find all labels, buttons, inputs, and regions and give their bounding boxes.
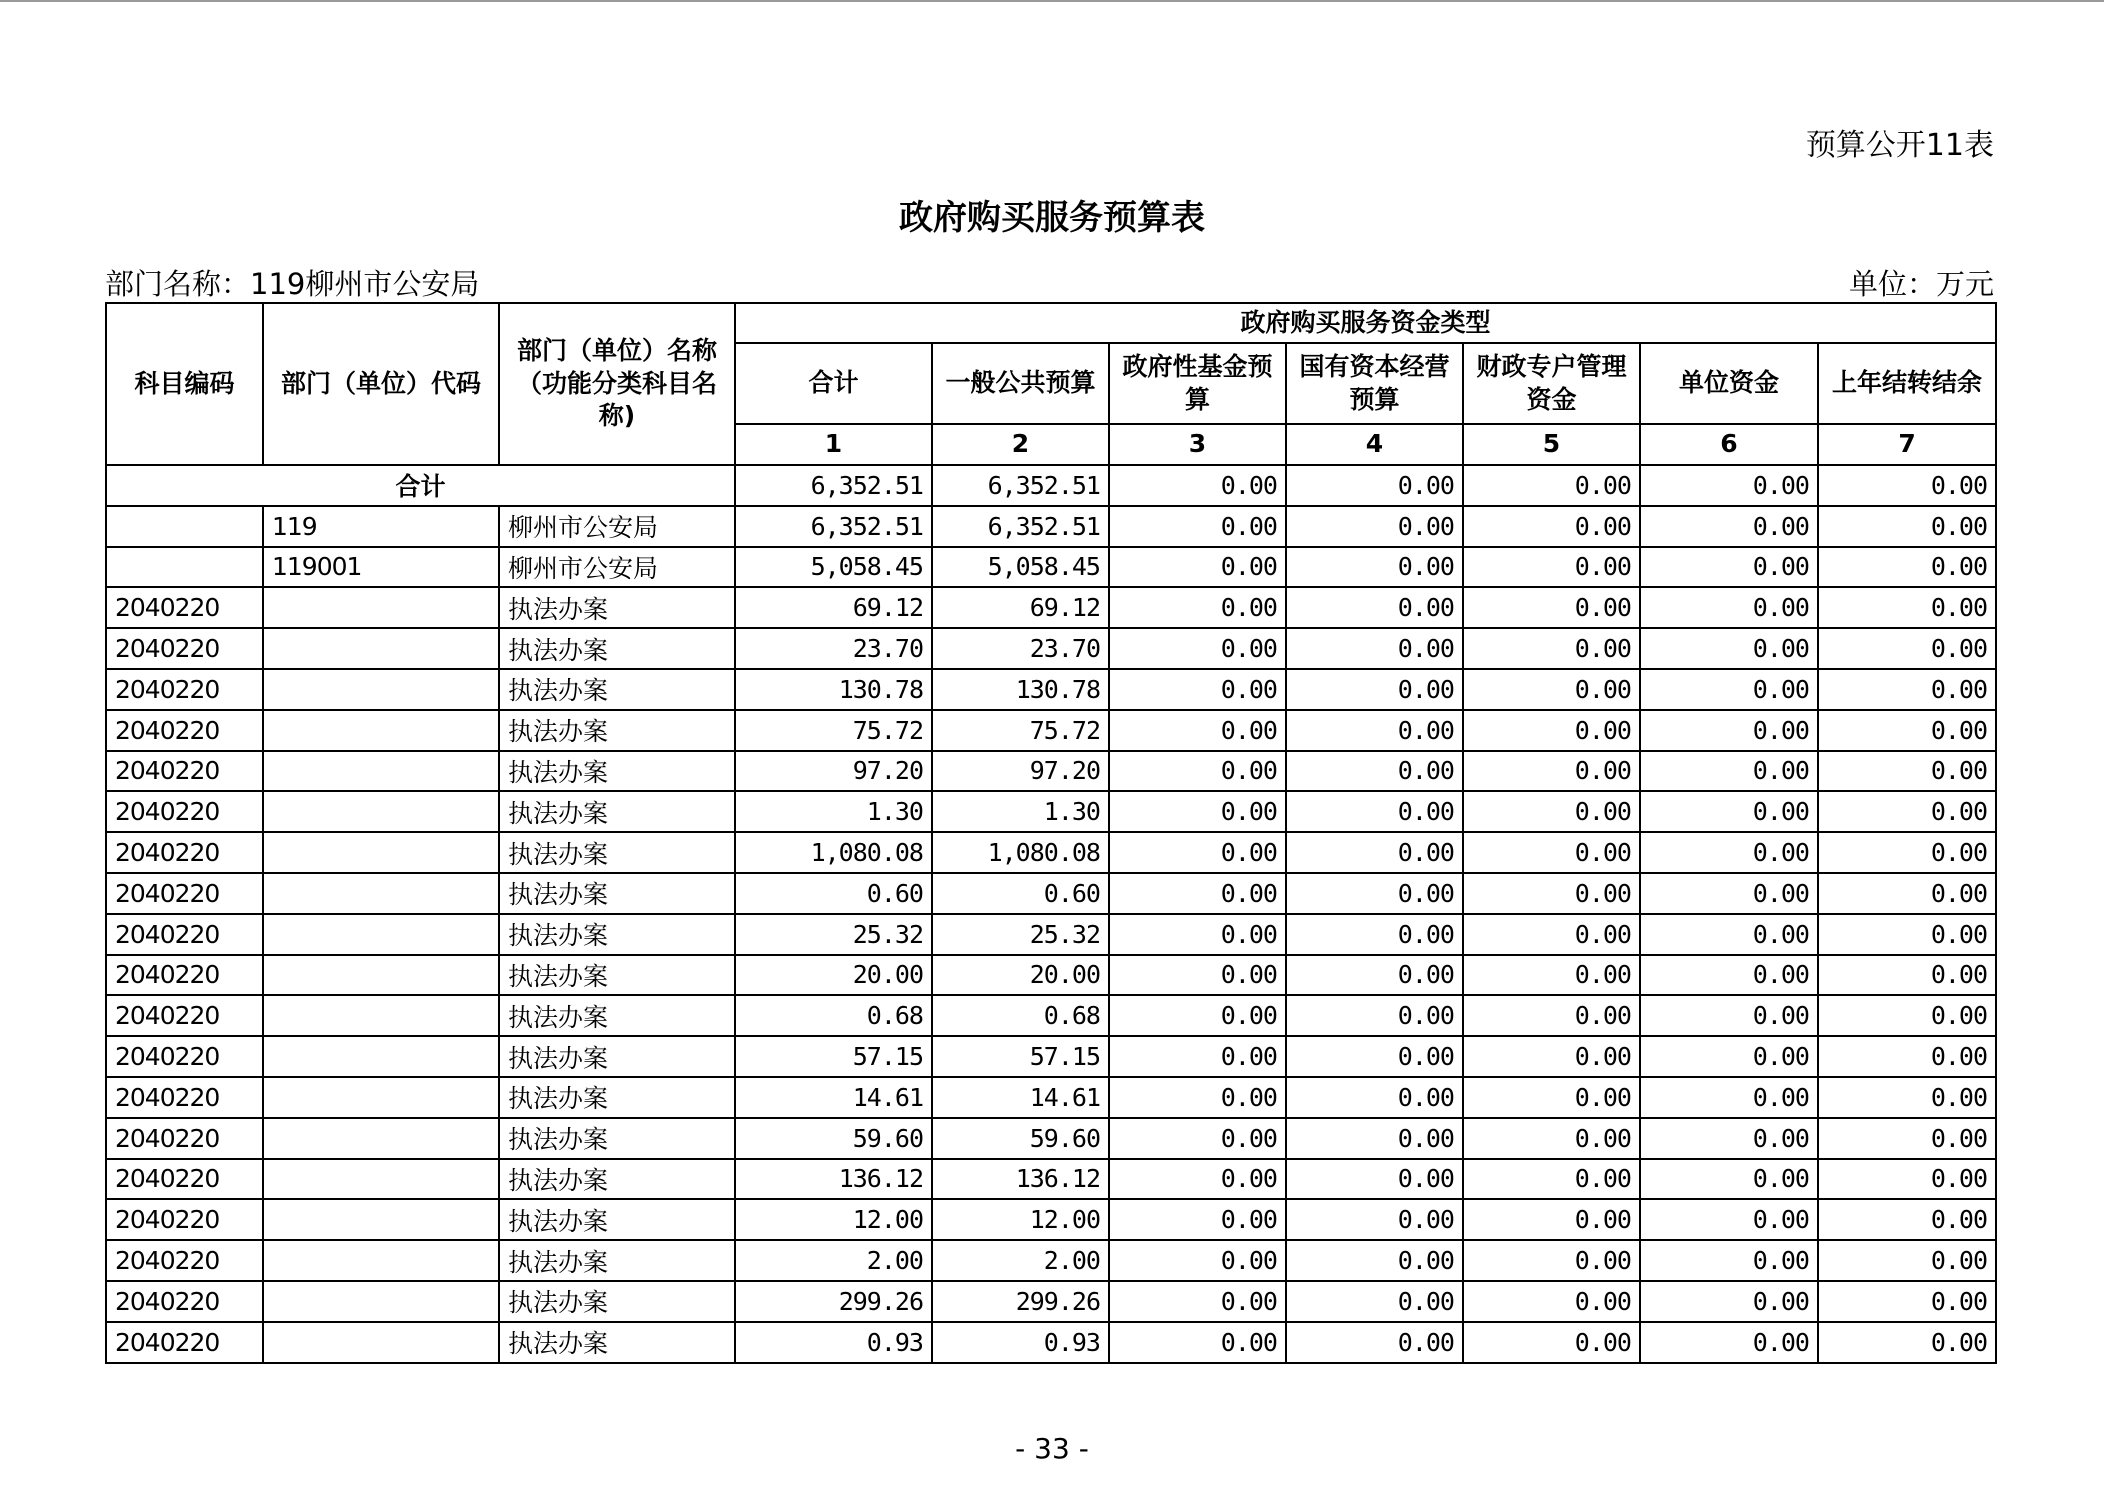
- total-value: 0.00: [1286, 465, 1463, 506]
- fund-value-cell: 25.32: [932, 914, 1109, 955]
- fund-value-cell: 0.00: [1109, 587, 1286, 628]
- fund-value-cell: 0.00: [1286, 1077, 1463, 1118]
- fund-value-cell: 0.00: [1818, 1199, 1996, 1240]
- fund-value-cell: 0.00: [1640, 547, 1818, 588]
- dept-code-cell: [263, 914, 499, 955]
- department-name-label: 部门名称：119柳州市公安局: [105, 267, 480, 301]
- fund-value-cell: 0.00: [1109, 832, 1286, 873]
- fund-value-cell: 0.00: [1286, 1159, 1463, 1200]
- subject-code-cell: 2040220: [106, 1281, 263, 1322]
- fund-value-cell: 0.00: [1640, 1077, 1818, 1118]
- subject-code-cell: 2040220: [106, 587, 263, 628]
- dept-code-cell: [263, 669, 499, 710]
- table-row: [106, 1199, 1996, 1240]
- page-number: - 33 -: [1015, 1432, 1089, 1465]
- table-row: [106, 669, 1996, 710]
- dept-name-cell: 执法办案: [499, 1199, 735, 1240]
- fund-value-cell: 0.00: [1640, 751, 1818, 792]
- dept-name-cell: 执法办案: [499, 1240, 735, 1281]
- table-row: [106, 1036, 1996, 1077]
- fund-value-cell: 0.00: [1463, 791, 1640, 832]
- fund-value-cell: 1.30: [932, 791, 1109, 832]
- fund-value-cell: 0.00: [1640, 628, 1818, 669]
- fund-value-cell: 0.00: [1463, 587, 1640, 628]
- fund-value-cell: 0.00: [1109, 995, 1286, 1036]
- table-row: [106, 1118, 1996, 1159]
- fund-value-cell: 57.15: [735, 1036, 932, 1077]
- subject-code-cell: 2040220: [106, 995, 263, 1036]
- fund-value-cell: 0.00: [1286, 1240, 1463, 1281]
- table-row: [106, 547, 1996, 588]
- fund-value-cell: 75.72: [932, 710, 1109, 751]
- fund-value-cell: 0.60: [932, 873, 1109, 914]
- fund-value-cell: 0.00: [1286, 955, 1463, 996]
- table-id-label: 预算公开11表: [1805, 128, 1994, 163]
- header-fund-col: 一般公共预算: [932, 343, 1109, 424]
- fund-value-cell: 0.00: [1463, 506, 1640, 547]
- fund-value-cell: 0.00: [1818, 832, 1996, 873]
- fund-value-cell: 0.00: [1463, 1036, 1640, 1077]
- fund-value-cell: 0.00: [1818, 1240, 1996, 1281]
- fund-value-cell: 0.00: [1818, 1322, 1996, 1363]
- dept-code-cell: [263, 1118, 499, 1159]
- subject-code-cell: 2040220: [106, 791, 263, 832]
- subject-code-cell: 2040220: [106, 1199, 263, 1240]
- header-fund-col: 财政专户管理资金: [1463, 343, 1640, 424]
- fund-value-cell: 0.00: [1640, 1240, 1818, 1281]
- fund-value-cell: 0.60: [735, 873, 932, 914]
- table-row: [106, 955, 1996, 996]
- fund-value-cell: 23.70: [932, 628, 1109, 669]
- fund-value-cell: 0.00: [1640, 873, 1818, 914]
- dept-code-cell: [263, 751, 499, 792]
- fund-value-cell: 130.78: [735, 669, 932, 710]
- fund-value-cell: 0.00: [1463, 955, 1640, 996]
- header-fund-type-group: 政府购买服务资金类型: [735, 303, 1996, 343]
- fund-value-cell: 0.00: [1463, 1159, 1640, 1200]
- dept-code-cell: [263, 1077, 499, 1118]
- total-label: 合计: [106, 465, 735, 506]
- dept-name-cell: 柳州市公安局: [499, 506, 735, 547]
- dept-name-cell: 执法办案: [499, 995, 735, 1036]
- fund-value-cell: 0.00: [1640, 1118, 1818, 1159]
- fund-value-cell: 0.00: [1463, 669, 1640, 710]
- fund-value-cell: 0.00: [1109, 1118, 1286, 1159]
- fund-value-cell: 0.00: [1818, 669, 1996, 710]
- header-col-number: 3: [1109, 424, 1286, 465]
- fund-value-cell: 69.12: [932, 587, 1109, 628]
- subject-code-cell: 2040220: [106, 914, 263, 955]
- dept-name-cell: 柳州市公安局: [499, 547, 735, 588]
- table-row: [106, 1281, 1996, 1322]
- dept-name-cell: 执法办案: [499, 1077, 735, 1118]
- fund-value-cell: 299.26: [932, 1281, 1109, 1322]
- fund-value-cell: 1,080.08: [932, 832, 1109, 873]
- fund-value-cell: 0.00: [1818, 710, 1996, 751]
- dept-name-cell: 执法办案: [499, 710, 735, 751]
- fund-value-cell: 0.00: [1286, 628, 1463, 669]
- unit-label: 单位：万元: [1848, 267, 1994, 301]
- fund-value-cell: 0.00: [1109, 1159, 1286, 1200]
- header-fund-col: 单位资金: [1640, 343, 1818, 424]
- fund-value-cell: 0.00: [1463, 1240, 1640, 1281]
- fund-value-cell: 0.00: [1818, 914, 1996, 955]
- dept-code-cell: 119001: [263, 547, 499, 588]
- table-row: [106, 995, 1996, 1036]
- fund-value-cell: 0.00: [1463, 628, 1640, 669]
- dept-name-cell: 执法办案: [499, 955, 735, 996]
- header-col-number: 2: [932, 424, 1109, 465]
- fund-value-cell: 0.00: [1286, 506, 1463, 547]
- fund-value-cell: 0.00: [1818, 1159, 1996, 1200]
- total-value: 6,352.51: [932, 465, 1109, 506]
- fund-value-cell: 6,352.51: [932, 506, 1109, 547]
- subject-code-cell: 2040220: [106, 873, 263, 914]
- fund-value-cell: 0.00: [1463, 995, 1640, 1036]
- table-row: [106, 751, 1996, 792]
- fund-value-cell: 0.00: [1818, 1281, 1996, 1322]
- fund-value-cell: 0.68: [735, 995, 932, 1036]
- dept-code-cell: [263, 955, 499, 996]
- fund-value-cell: 0.00: [1109, 1077, 1286, 1118]
- subject-code-cell: 2040220: [106, 1159, 263, 1200]
- fund-value-cell: 0.93: [932, 1322, 1109, 1363]
- total-value: 0.00: [1463, 465, 1640, 506]
- fund-value-cell: 0.00: [1109, 506, 1286, 547]
- fund-value-cell: 0.00: [1463, 1118, 1640, 1159]
- fund-value-cell: 0.00: [1109, 1240, 1286, 1281]
- fund-value-cell: 0.00: [1640, 832, 1818, 873]
- fund-value-cell: 97.20: [735, 751, 932, 792]
- fund-value-cell: 0.00: [1286, 1118, 1463, 1159]
- dept-code-cell: [263, 1240, 499, 1281]
- fund-value-cell: 0.00: [1463, 832, 1640, 873]
- table-row: [106, 873, 1996, 914]
- dept-name-cell: 执法办案: [499, 669, 735, 710]
- header-col-number: 6: [1640, 424, 1818, 465]
- fund-value-cell: 0.00: [1640, 955, 1818, 996]
- subject-code-cell: 2040220: [106, 1077, 263, 1118]
- fund-value-cell: 57.15: [932, 1036, 1109, 1077]
- fund-value-cell: 0.00: [1286, 1036, 1463, 1077]
- fund-value-cell: 0.00: [1109, 1036, 1286, 1077]
- fund-value-cell: 20.00: [932, 955, 1109, 996]
- header-col-number: 5: [1463, 424, 1640, 465]
- dept-name-cell: 执法办案: [499, 1281, 735, 1322]
- total-row: [106, 465, 1996, 506]
- dept-code-cell: [263, 1199, 499, 1240]
- header-dept-name: 部门（单位）名称（功能分类科目名称): [499, 303, 735, 465]
- subject-code-cell: 2040220: [106, 751, 263, 792]
- dept-name-cell: 执法办案: [499, 1159, 735, 1200]
- subject-code-cell: 2040220: [106, 1240, 263, 1281]
- dept-name-cell: 执法办案: [499, 628, 735, 669]
- dept-name-cell: 执法办案: [499, 914, 735, 955]
- subject-code-cell: 2040220: [106, 832, 263, 873]
- table-row: [106, 587, 1996, 628]
- header-fund-col: 上年结转结余: [1818, 343, 1996, 424]
- fund-value-cell: 0.00: [1463, 1199, 1640, 1240]
- budget-table: [105, 302, 1997, 1364]
- fund-value-cell: 25.32: [735, 914, 932, 955]
- dept-code-cell: [263, 791, 499, 832]
- header-dept-code: 部门（单位）代码: [263, 303, 499, 465]
- fund-value-cell: 23.70: [735, 628, 932, 669]
- dept-name-cell: 执法办案: [499, 791, 735, 832]
- fund-value-cell: 0.00: [1463, 873, 1640, 914]
- fund-value-cell: 0.00: [1109, 669, 1286, 710]
- fund-value-cell: 0.00: [1286, 587, 1463, 628]
- dept-name-cell: 执法办案: [499, 1036, 735, 1077]
- fund-value-cell: 0.00: [1640, 791, 1818, 832]
- fund-value-cell: 0.00: [1818, 587, 1996, 628]
- top-border-line: [0, 0, 2104, 2]
- fund-value-cell: 0.00: [1109, 955, 1286, 996]
- fund-value-cell: 0.00: [1640, 1036, 1818, 1077]
- subject-code-cell: 2040220: [106, 669, 263, 710]
- fund-value-cell: 0.00: [1463, 710, 1640, 751]
- fund-value-cell: 0.00: [1640, 506, 1818, 547]
- header-col-number: 7: [1818, 424, 1996, 465]
- fund-value-cell: 0.00: [1286, 669, 1463, 710]
- dept-code-cell: [263, 710, 499, 751]
- subject-code-cell: 2040220: [106, 955, 263, 996]
- fund-value-cell: 0.00: [1640, 669, 1818, 710]
- header-fund-col: 合计: [735, 343, 932, 424]
- table-row: [106, 1077, 1996, 1118]
- fund-value-cell: 14.61: [932, 1077, 1109, 1118]
- subject-code-cell: [106, 506, 263, 547]
- fund-value-cell: 0.00: [1109, 791, 1286, 832]
- fund-value-cell: 0.00: [1286, 1281, 1463, 1322]
- fund-value-cell: 0.00: [1109, 1199, 1286, 1240]
- dept-code-cell: [263, 1322, 499, 1363]
- fund-value-cell: 0.00: [1286, 1322, 1463, 1363]
- dept-code-cell: [263, 1159, 499, 1200]
- fund-value-cell: 0.93: [735, 1322, 932, 1363]
- fund-value-cell: 97.20: [932, 751, 1109, 792]
- fund-value-cell: 14.61: [735, 1077, 932, 1118]
- fund-value-cell: 0.68: [932, 995, 1109, 1036]
- fund-value-cell: 0.00: [1818, 506, 1996, 547]
- fund-value-cell: 20.00: [735, 955, 932, 996]
- fund-value-cell: 5,058.45: [932, 547, 1109, 588]
- dept-name-cell: 执法办案: [499, 1118, 735, 1159]
- fund-value-cell: 0.00: [1640, 1199, 1818, 1240]
- dept-code-cell: [263, 1036, 499, 1077]
- fund-value-cell: 0.00: [1109, 628, 1286, 669]
- fund-value-cell: 12.00: [932, 1199, 1109, 1240]
- dept-code-cell: [263, 628, 499, 669]
- fund-value-cell: 0.00: [1818, 873, 1996, 914]
- dept-code-cell: [263, 832, 499, 873]
- header-col-number: 1: [735, 424, 932, 465]
- table-row: [106, 710, 1996, 751]
- fund-value-cell: 0.00: [1109, 751, 1286, 792]
- fund-value-cell: 1,080.08: [735, 832, 932, 873]
- fund-value-cell: 0.00: [1640, 1159, 1818, 1200]
- fund-value-cell: 59.60: [932, 1118, 1109, 1159]
- subject-code-cell: 2040220: [106, 1036, 263, 1077]
- fund-value-cell: 0.00: [1463, 547, 1640, 588]
- subject-code-cell: 2040220: [106, 1118, 263, 1159]
- fund-value-cell: 0.00: [1463, 751, 1640, 792]
- fund-value-cell: 69.12: [735, 587, 932, 628]
- dept-code-cell: [263, 587, 499, 628]
- fund-value-cell: 0.00: [1640, 1281, 1818, 1322]
- fund-value-cell: 0.00: [1640, 710, 1818, 751]
- fund-value-cell: 0.00: [1463, 1077, 1640, 1118]
- dept-code-cell: [263, 1281, 499, 1322]
- fund-value-cell: 0.00: [1109, 914, 1286, 955]
- fund-value-cell: 0.00: [1286, 832, 1463, 873]
- dept-name-cell: 执法办案: [499, 1322, 735, 1363]
- fund-value-cell: 0.00: [1463, 1281, 1640, 1322]
- dept-name-cell: 执法办案: [499, 587, 735, 628]
- fund-value-cell: 0.00: [1286, 995, 1463, 1036]
- total-value: 0.00: [1640, 465, 1818, 506]
- dept-name-cell: 执法办案: [499, 832, 735, 873]
- fund-value-cell: 75.72: [735, 710, 932, 751]
- fund-value-cell: 299.26: [735, 1281, 932, 1322]
- fund-value-cell: 0.00: [1463, 1322, 1640, 1363]
- fund-value-cell: 0.00: [1640, 1322, 1818, 1363]
- fund-value-cell: 136.12: [932, 1159, 1109, 1200]
- fund-value-cell: 0.00: [1818, 995, 1996, 1036]
- header-subject-code: 科目编码: [106, 303, 263, 465]
- fund-value-cell: 0.00: [1286, 1199, 1463, 1240]
- fund-value-cell: 0.00: [1818, 547, 1996, 588]
- table-row: [106, 628, 1996, 669]
- total-value: 0.00: [1109, 465, 1286, 506]
- table-row: [106, 791, 1996, 832]
- fund-value-cell: 0.00: [1818, 751, 1996, 792]
- fund-value-cell: 0.00: [1286, 710, 1463, 751]
- dept-code-cell: [263, 873, 499, 914]
- table-row: [106, 1240, 1996, 1281]
- header-col-number: 4: [1286, 424, 1463, 465]
- fund-value-cell: 0.00: [1109, 710, 1286, 751]
- fund-value-cell: 130.78: [932, 669, 1109, 710]
- header-fund-col: 国有资本经营预算: [1286, 343, 1463, 424]
- fund-value-cell: 0.00: [1640, 587, 1818, 628]
- fund-value-cell: 0.00: [1109, 547, 1286, 588]
- subject-code-cell: 2040220: [106, 628, 263, 669]
- fund-value-cell: 0.00: [1109, 873, 1286, 914]
- fund-value-cell: 0.00: [1818, 1036, 1996, 1077]
- table-row: [106, 506, 1996, 547]
- fund-value-cell: 0.00: [1286, 751, 1463, 792]
- fund-value-cell: 0.00: [1286, 791, 1463, 832]
- fund-value-cell: 0.00: [1286, 914, 1463, 955]
- dept-code-cell: 119: [263, 506, 499, 547]
- fund-value-cell: 12.00: [735, 1199, 932, 1240]
- fund-value-cell: 2.00: [735, 1240, 932, 1281]
- dept-name-cell: 执法办案: [499, 873, 735, 914]
- fund-value-cell: 0.00: [1818, 791, 1996, 832]
- fund-value-cell: 0.00: [1818, 628, 1996, 669]
- total-value: 0.00: [1818, 465, 1996, 506]
- fund-value-cell: 0.00: [1109, 1322, 1286, 1363]
- fund-value-cell: 136.12: [735, 1159, 932, 1200]
- fund-value-cell: 0.00: [1286, 547, 1463, 588]
- fund-value-cell: 6,352.51: [735, 506, 932, 547]
- fund-value-cell: 0.00: [1818, 1118, 1996, 1159]
- fund-value-cell: 0.00: [1818, 955, 1996, 996]
- table-row: [106, 914, 1996, 955]
- total-value: 6,352.51: [735, 465, 932, 506]
- fund-value-cell: 5,058.45: [735, 547, 932, 588]
- dept-name-cell: 执法办案: [499, 751, 735, 792]
- subject-code-cell: 2040220: [106, 710, 263, 751]
- fund-value-cell: 59.60: [735, 1118, 932, 1159]
- fund-value-cell: 0.00: [1818, 1077, 1996, 1118]
- fund-value-cell: 0.00: [1640, 995, 1818, 1036]
- dept-code-cell: [263, 995, 499, 1036]
- subject-code-cell: 2040220: [106, 1322, 263, 1363]
- fund-value-cell: 0.00: [1463, 914, 1640, 955]
- table-row: [106, 1322, 1996, 1363]
- fund-value-cell: 0.00: [1109, 1281, 1286, 1322]
- table-row: [106, 1159, 1996, 1200]
- subject-code-cell: [106, 547, 263, 588]
- table-row: [106, 832, 1996, 873]
- page-title: 政府购买服务预算表: [899, 198, 1205, 238]
- fund-value-cell: 0.00: [1286, 873, 1463, 914]
- fund-value-cell: 0.00: [1640, 914, 1818, 955]
- fund-value-cell: 1.30: [735, 791, 932, 832]
- header-fund-col: 政府性基金预算: [1109, 343, 1286, 424]
- fund-value-cell: 2.00: [932, 1240, 1109, 1281]
